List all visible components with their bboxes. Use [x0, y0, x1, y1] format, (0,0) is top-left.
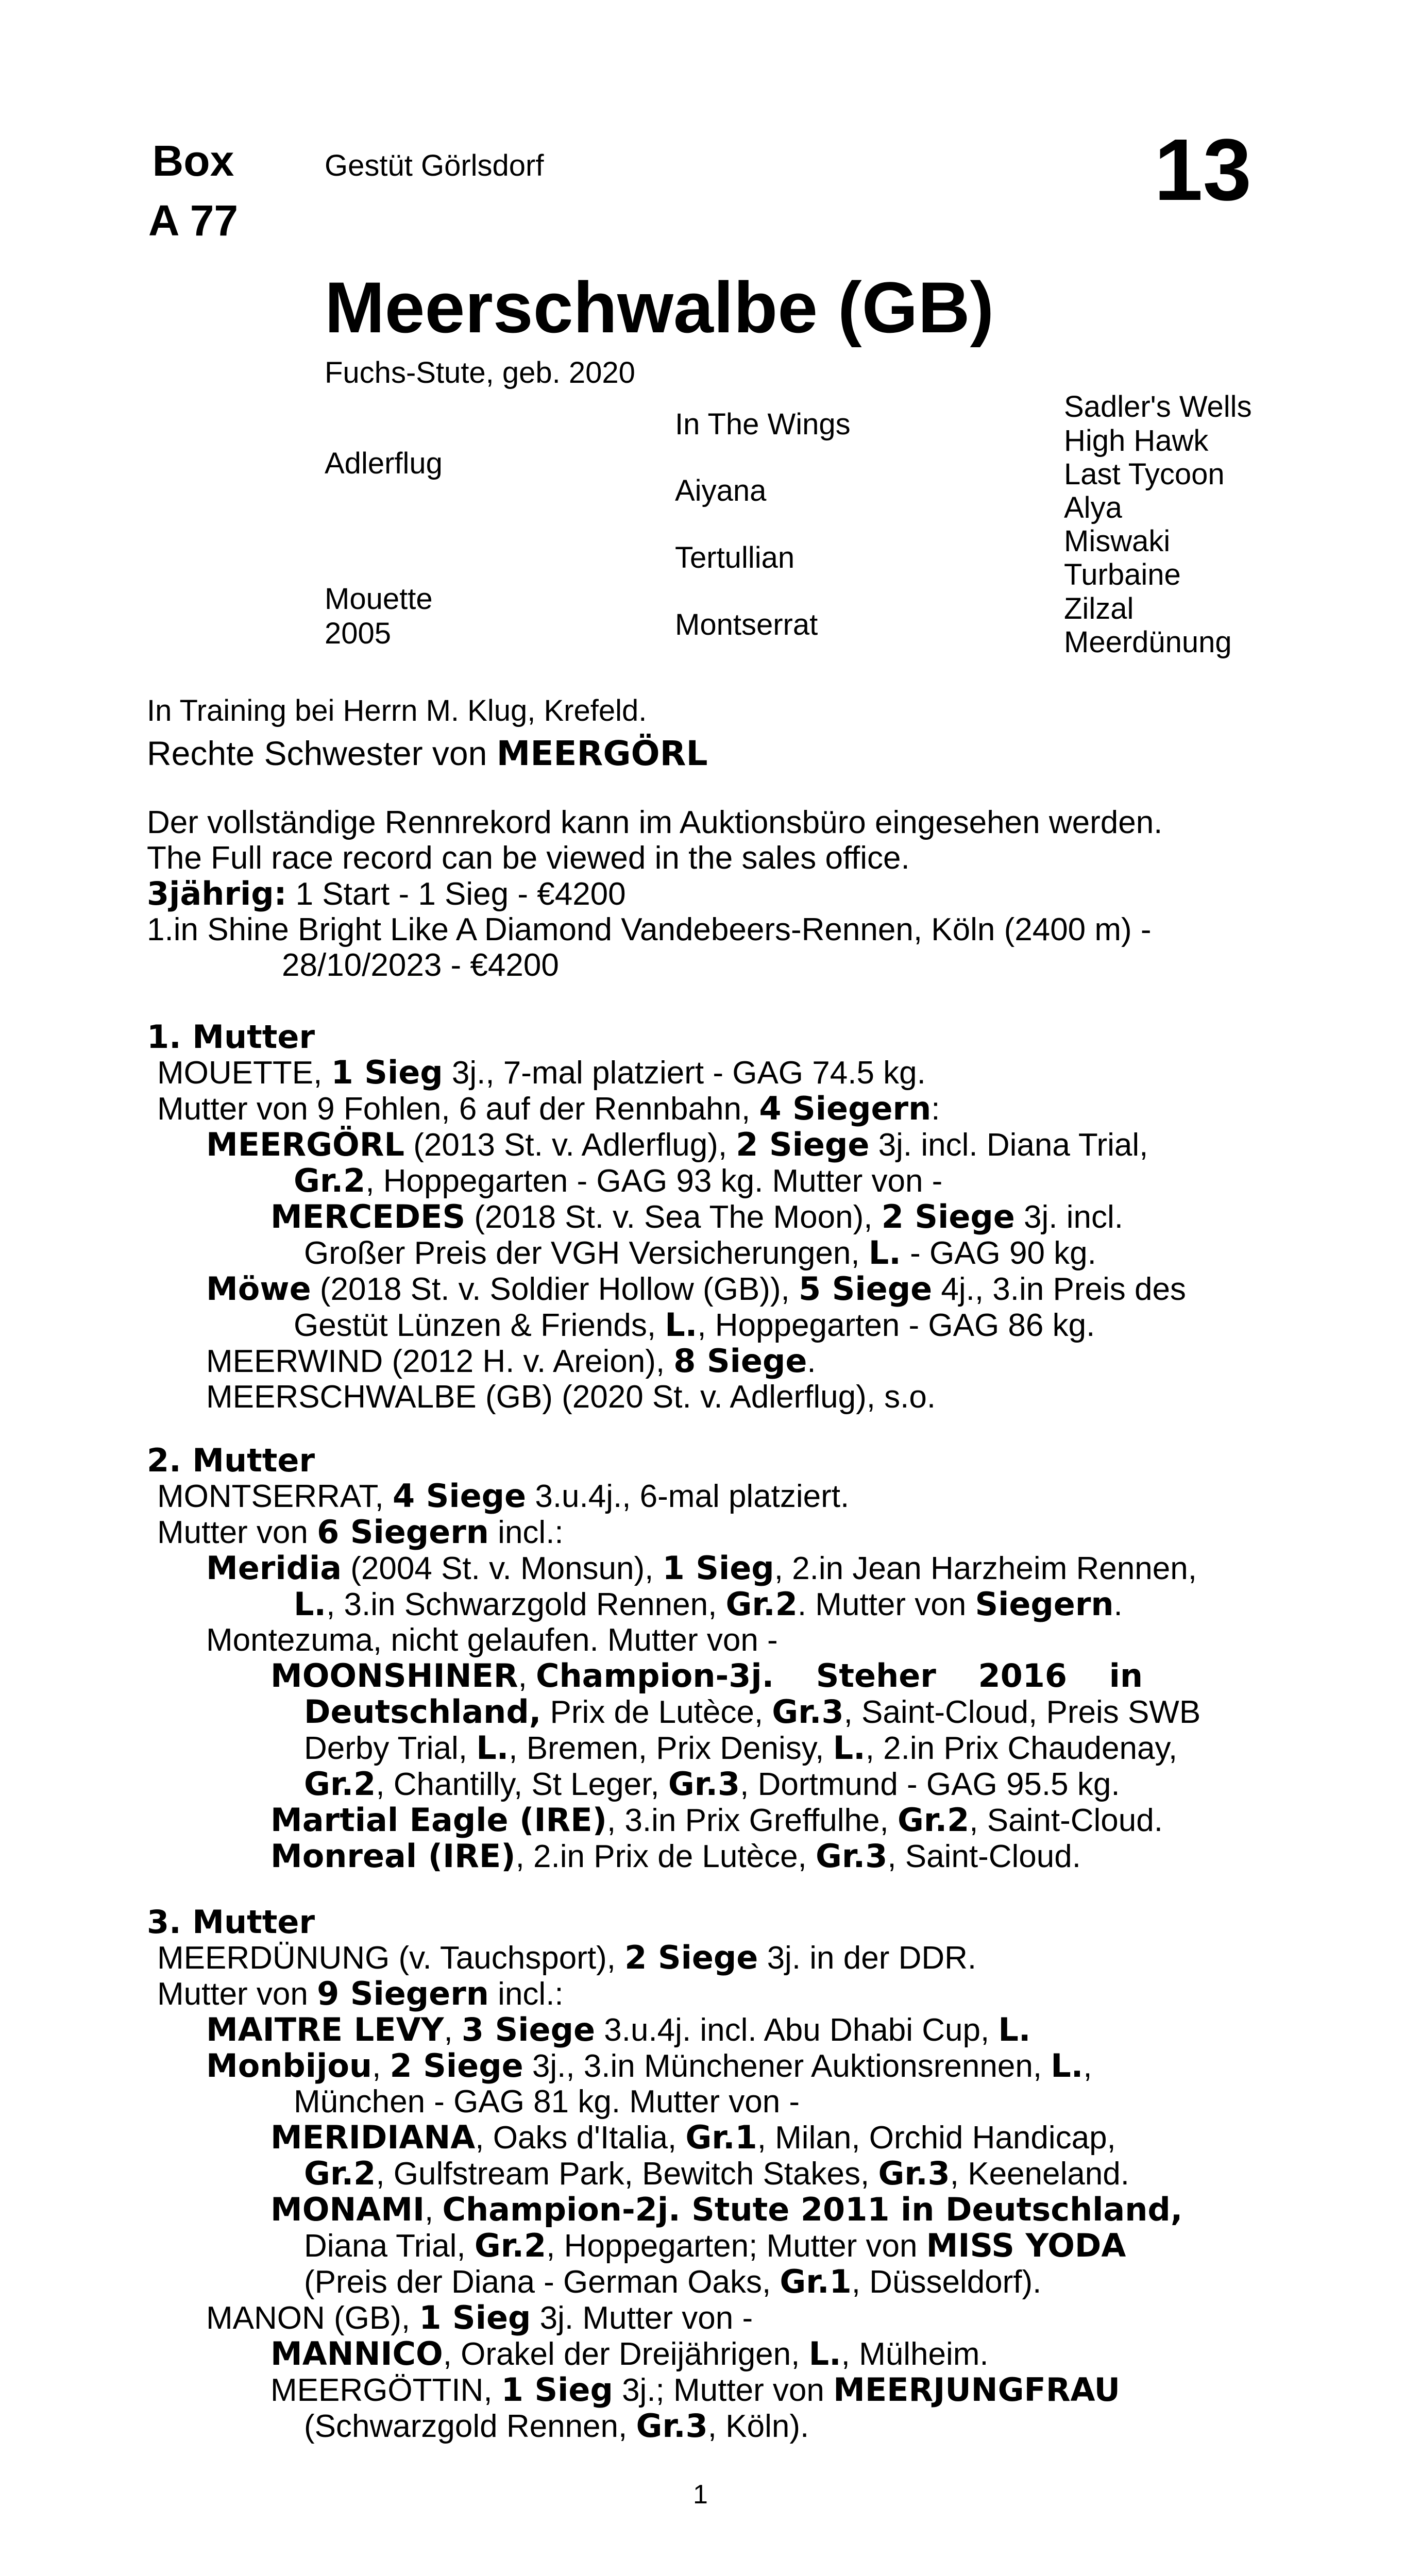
- sibling-name: MEERGÖRL: [496, 734, 708, 773]
- dam1-line: [147, 1091, 1267, 1127]
- pedigree-gen3-7: Zilzal: [1064, 592, 1134, 625]
- text-segment: , 3.in Schwarzgold Rennen,: [326, 1587, 726, 1622]
- text-segment: Monbijou: [206, 2047, 373, 2084]
- breeder: Gestüt Görlsdorf: [325, 149, 544, 182]
- text-segment: 2 Siege: [624, 1939, 758, 1976]
- dam2-line: [147, 1730, 1267, 1766]
- record-race-line: 1.in Shine Bright Like A Diamond Vandebeers-Rennen, Köln (2400 m) -: [147, 912, 1152, 947]
- dam1-line: MEERSCHWALBE (GB) (2020 St. v. Adlerflug), s.o.: [206, 1379, 936, 1415]
- text-segment: Mutter von: [157, 1515, 317, 1550]
- text-segment: Diana Trial,: [304, 2228, 475, 2264]
- text-segment: , Köln).: [707, 2409, 809, 2444]
- text-segment: , Chantilly, St Leger,: [376, 1767, 668, 1802]
- text-segment: ,: [518, 1658, 536, 1694]
- text-segment: L.: [998, 2011, 1031, 2048]
- text-segment: Gr.2: [304, 1765, 376, 1803]
- text-segment: MERIDIANA: [270, 2119, 476, 2156]
- text-segment: L.: [1051, 2047, 1084, 2084]
- dam1-line: [147, 1199, 1267, 1235]
- dam1-line: [147, 1343, 1267, 1379]
- text-segment: MAITRE LEVY: [206, 2011, 444, 2048]
- dam1-line: [147, 1235, 1267, 1271]
- record-summary-text: 1 Start - 1 Sieg - €4200: [286, 876, 626, 912]
- text-segment: 3j. incl.: [1014, 1199, 1124, 1235]
- text-segment: ,: [425, 2192, 443, 2228]
- dam2-line: [147, 1478, 1267, 1514]
- text-segment: 2 Siege: [881, 1198, 1015, 1235]
- text-segment: MANON (GB),: [206, 2300, 419, 2336]
- text-segment: MEERGÖTTIN,: [270, 2372, 501, 2408]
- text-segment: 4 Siegern: [759, 1090, 932, 1127]
- text-segment: MISS YODA: [926, 2227, 1126, 2264]
- text-segment: Gr.3: [772, 1693, 844, 1731]
- text-segment: Champion-3j. Steher 2016 in: [536, 1657, 1143, 1694]
- dam2-line: [147, 1550, 1267, 1586]
- text-segment: , 2.in Prix de Lutèce,: [515, 1839, 816, 1874]
- text-segment: MANNICO: [270, 2335, 443, 2372]
- text-segment: Gestüt Lünzen & Friends,: [294, 1308, 665, 1343]
- text-segment: Monreal (IRE): [270, 1837, 516, 1875]
- text-segment: Gr.2: [294, 1162, 366, 1199]
- text-segment: incl.:: [488, 1515, 564, 1550]
- text-segment: Derby Trial,: [304, 1731, 477, 1766]
- text-segment: Großer Preis der VGH Versicherungen,: [304, 1235, 869, 1271]
- text-segment: , Oaks d'Italia,: [475, 2120, 686, 2156]
- text-segment: Champion-2j. Stute 2011 in Deutschland,: [442, 2191, 1183, 2228]
- text-segment: , 2.in Prix Chaudenay,: [865, 1731, 1178, 1766]
- text-segment: MONAMI: [270, 2191, 425, 2228]
- text-segment: Gr.2: [897, 1801, 970, 1839]
- record-summary: [147, 876, 1267, 912]
- text-segment: 3j. incl. Diana Trial,: [869, 1127, 1148, 1163]
- text-segment: Deutschland,: [304, 1693, 542, 1731]
- text-segment: 5 Siege: [799, 1270, 933, 1308]
- dam3-line: [147, 2192, 1267, 2228]
- text-segment: 1 Sieg: [662, 1549, 774, 1587]
- text-segment: L.: [808, 2335, 841, 2372]
- dam3-line: [147, 2048, 1267, 2084]
- text-segment: Mutter von: [157, 1976, 317, 2012]
- text-segment: L.: [833, 1729, 866, 1767]
- record-race-date: 28/10/2023 - €4200: [282, 947, 559, 983]
- pedigree-dam-year: 2005: [325, 617, 392, 650]
- pedigree-dam: Mouette: [325, 582, 433, 616]
- pedigree-gen3-8: Meerdünung: [1064, 625, 1232, 659]
- text-segment: Gr.1: [780, 2263, 852, 2300]
- sibling-prefix: Rechte Schwester von: [147, 734, 497, 772]
- dam2-line: [147, 1514, 1267, 1550]
- text-segment: .: [807, 1344, 816, 1379]
- text-segment: , Orakel der Dreijährigen,: [443, 2336, 809, 2372]
- text-segment: , Bremen, Prix Denisy,: [509, 1731, 833, 1766]
- text-segment: 9 Siegern: [317, 1975, 489, 2012]
- text-segment: Mutter von 9 Fohlen, 6 auf der Rennbahn,: [157, 1091, 759, 1127]
- dam3-line: München - GAG 81 kg. Mutter von -: [294, 2084, 800, 2120]
- text-segment: Gr.2: [304, 2155, 376, 2192]
- text-segment: incl.:: [488, 1976, 564, 2012]
- text-segment: :: [931, 1091, 940, 1127]
- text-segment: Möwe: [206, 1270, 311, 1308]
- text-segment: 3j., 7-mal platziert - GAG 74.5 kg.: [443, 1055, 926, 1091]
- horse-description: Fuchs-Stute, geb. 2020: [325, 356, 635, 389]
- pedigree-gen2-2: Aiyana: [675, 474, 767, 507]
- pedigree-gen2-3: Tertullian: [675, 541, 795, 574]
- pedigree-gen3-5: Miswaki: [1064, 524, 1171, 558]
- dam3-line: [147, 2264, 1267, 2300]
- text-segment: , Hoppegarten; Mutter von: [546, 2228, 926, 2264]
- dam1-heading: 1. Mutter: [147, 1018, 315, 1056]
- text-segment: MOUETTE,: [157, 1055, 331, 1091]
- text-segment: Siegern: [975, 1585, 1114, 1623]
- pedigree-gen3-1: Sadler's Wells: [1064, 390, 1252, 423]
- text-segment: , 2.in Jean Harzheim Rennen,: [774, 1551, 1197, 1586]
- text-segment: Gr.3: [668, 1765, 740, 1803]
- dam2-line: [147, 1586, 1267, 1622]
- text-segment: , Hoppegarten - GAG 86 kg.: [697, 1308, 1095, 1343]
- dam1-section: [147, 1019, 1267, 1415]
- text-segment: .: [1113, 1587, 1123, 1622]
- text-segment: 3j., 3.in Münchener Auktionsrennen,: [523, 2048, 1051, 2084]
- text-segment: ,: [444, 2012, 462, 2048]
- dam2-line: [147, 1838, 1267, 1874]
- text-segment: L.: [294, 1585, 327, 1623]
- dam1-line: [147, 1307, 1267, 1343]
- text-segment: , Keeneland.: [950, 2156, 1129, 2192]
- text-segment: ,: [372, 2048, 390, 2084]
- dam3-line: [147, 2372, 1267, 2408]
- text-segment: MEERJUNGFRAU: [833, 2371, 1120, 2409]
- text-segment: (2018 St. v. Soldier Hollow (GB)),: [311, 1272, 799, 1307]
- text-segment: Prix de Lutèce,: [541, 1694, 772, 1730]
- dam2-line: [147, 1802, 1267, 1838]
- text-segment: 3.u.4j. incl. Abu Dhabi Cup,: [595, 2012, 999, 2048]
- text-segment: 3.u.4j., 6-mal platziert.: [526, 1479, 850, 1514]
- dam1-line: [147, 1271, 1267, 1307]
- box-label: Box: [152, 137, 234, 185]
- dam3-line: [147, 2336, 1267, 2372]
- text-segment: 3 Siege: [461, 2011, 596, 2048]
- pedigree-sire: Adlerflug: [325, 447, 443, 480]
- text-segment: L.: [868, 1234, 901, 1272]
- text-segment: , Milan, Orchid Handicap,: [757, 2120, 1116, 2156]
- text-segment: 3j. Mutter von -: [531, 2300, 753, 2336]
- text-segment: , Hoppegarten - GAG 93 kg. Mutter von -: [365, 1163, 943, 1199]
- pedigree-gen3-3: Last Tycoon: [1064, 457, 1225, 491]
- text-segment: , Dortmund - GAG 95.5 kg.: [740, 1767, 1120, 1802]
- dam2-line: [147, 1766, 1267, 1802]
- horse-name: Meerschwalbe (GB): [325, 267, 994, 348]
- lot-number: 13: [1154, 121, 1252, 219]
- pedigree-gen3-2: High Hawk: [1064, 424, 1209, 457]
- text-segment: (2004 St. v. Monsun),: [342, 1551, 663, 1586]
- text-segment: (2013 St. v. Adlerflug),: [404, 1127, 736, 1163]
- pedigree-gen3-6: Turbaine: [1064, 558, 1181, 591]
- text-segment: ,: [1083, 2048, 1092, 2084]
- training-note: In Training bei Herrn M. Klug, Krefeld.: [147, 694, 647, 727]
- text-segment: 1 Sieg: [331, 1054, 443, 1091]
- text-segment: Martial Eagle (IRE): [270, 1801, 607, 1839]
- text-segment: 6 Siegern: [317, 1513, 489, 1551]
- dam3-line: [147, 2300, 1267, 2336]
- dam3-heading: 3. Mutter: [147, 1903, 315, 1941]
- dam3-line: [147, 2012, 1267, 2048]
- record-note-en: The Full race record can be viewed in the sales office.: [147, 840, 910, 876]
- text-segment: Gr.1: [685, 2119, 757, 2156]
- text-segment: 8 Siege: [673, 1342, 807, 1380]
- text-segment: . Mutter von: [797, 1587, 975, 1622]
- text-segment: - GAG 90 kg.: [901, 1235, 1096, 1271]
- text-segment: Gr.3: [636, 2407, 708, 2445]
- dam3-line: [147, 2228, 1267, 2264]
- text-segment: , Saint-Cloud.: [887, 1839, 1081, 1874]
- text-segment: L.: [476, 1729, 509, 1767]
- dam1-line: [147, 1127, 1267, 1163]
- dam2-line: [147, 1658, 1267, 1694]
- text-segment: 1 Sieg: [501, 2371, 613, 2409]
- dam2-section: [147, 1443, 1267, 1874]
- dam3-line: [147, 2156, 1267, 2192]
- dam3-line: [147, 2408, 1267, 2444]
- text-segment: MERCEDES: [270, 1198, 466, 1235]
- text-segment: MONTSERRAT,: [157, 1479, 393, 1514]
- pedigree-gen3-4: Alya: [1064, 491, 1122, 524]
- box-number: A 77: [148, 196, 239, 245]
- dam2-heading: 2. Mutter: [147, 1442, 315, 1479]
- text-segment: 3j. in der DDR.: [758, 1940, 977, 1976]
- dam1-line: [147, 1055, 1267, 1091]
- race-record: [147, 805, 1267, 983]
- record-note-de: Der vollständige Rennrekord kann im Auktionsbüro eingesehen werden.: [147, 805, 1163, 840]
- text-segment: 4j., 3.in Preis des: [932, 1272, 1186, 1307]
- text-segment: Meridia: [206, 1549, 342, 1587]
- text-segment: Gr.3: [878, 2155, 950, 2192]
- text-segment: , Saint-Cloud, Preis SWB: [843, 1694, 1201, 1730]
- text-segment: , Düsseldorf).: [851, 2264, 1042, 2300]
- text-segment: 2 Siege: [736, 1126, 870, 1163]
- dam3-line: [147, 2120, 1267, 2156]
- sibling-line: [147, 734, 708, 773]
- text-segment: , Mülheim.: [841, 2336, 989, 2372]
- record-age-label: 3jährig:: [147, 875, 287, 912]
- text-segment: MEERGÖRL: [206, 1126, 404, 1163]
- text-segment: (Preis der Diana - German Oaks,: [304, 2264, 780, 2300]
- dam1-line: [147, 1163, 1267, 1199]
- pedigree-gen2-1: In The Wings: [675, 408, 851, 441]
- dam3-line: [147, 1940, 1267, 1976]
- text-segment: (2018 St. v. Sea The Moon),: [465, 1199, 882, 1235]
- text-segment: Gr.2: [725, 1585, 798, 1623]
- text-segment: , 3.in Prix Greffulhe,: [606, 1803, 898, 1838]
- pedigree-gen2-4: Montserrat: [675, 608, 818, 641]
- text-segment: Gr.3: [816, 1837, 888, 1875]
- text-segment: L.: [665, 1306, 698, 1344]
- text-segment: , Gulfstream Park, Bewitch Stakes,: [376, 2156, 878, 2192]
- text-segment: MOONSHINER: [270, 1657, 518, 1694]
- text-segment: Gr.2: [474, 2227, 547, 2264]
- text-segment: 4 Siege: [392, 1477, 527, 1515]
- dam3-line: [147, 1976, 1267, 2012]
- dam2-line: [147, 1694, 1267, 1730]
- text-segment: 3j.; Mutter von: [613, 2372, 834, 2408]
- page-number: 1: [693, 2480, 708, 2510]
- dam2-line: Montezuma, nicht gelaufen. Mutter von -: [206, 1622, 778, 1658]
- dam3-section: [147, 1904, 1267, 2444]
- text-segment: 1 Sieg: [419, 2299, 531, 2336]
- text-segment: , Saint-Cloud.: [969, 1803, 1163, 1838]
- text-segment: MEERWIND (2012 H. v. Areion),: [206, 1344, 674, 1379]
- text-segment: MEERDÜNUNG (v. Tauchsport),: [157, 1940, 625, 1976]
- text-segment: (Schwarzgold Rennen,: [304, 2409, 636, 2444]
- text-segment: 2 Siege: [390, 2047, 523, 2084]
